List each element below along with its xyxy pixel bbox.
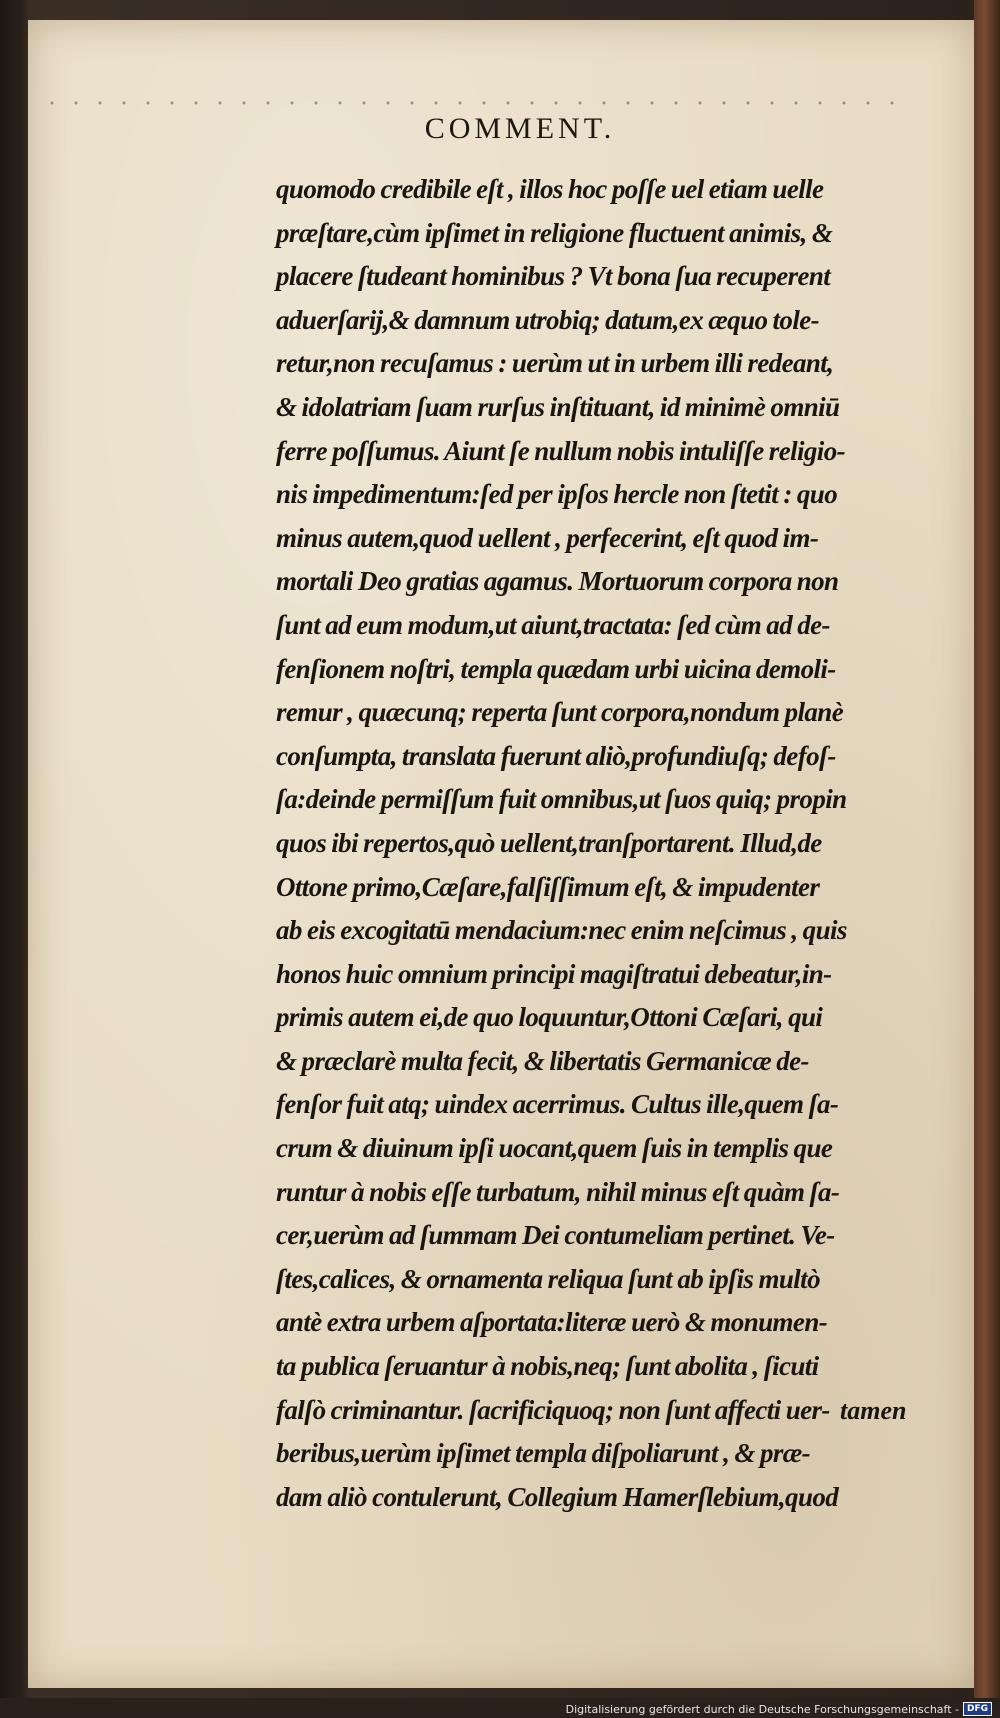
text-line: quomodo credibile eſt , illos hoc poſſe uel etiam uelle bbox=[276, 174, 824, 204]
funding-credit-text: Digitalisierung gefördert durch die Deutsche Forschungsgemeinschaft - bbox=[565, 1702, 959, 1716]
text-line: ſa:deinde permiſſum fuit omnibus,ut ſuos quiq; propin bbox=[276, 784, 847, 815]
text-line: remur , quæcunq; reperta ſunt corpora,nondum planè bbox=[276, 697, 844, 728]
text-line: antè extra urbem aſportata:literæ uerò & monumen- bbox=[276, 1307, 828, 1338]
catchword: tamen bbox=[840, 1396, 907, 1425]
text-line: runtur à nobis eſſe turbatum, nihil minus eſt quàm ſa- bbox=[276, 1176, 840, 1207]
text-line: minus autem,quod uellent , perfecerint, eſt quod im- bbox=[276, 522, 819, 553]
text-line: mortali Deo gratias agamus. Mortuorum corpora non bbox=[276, 566, 839, 597]
text-line: quos ibi repertos,quò uellent,tranſportarent. Illud,de bbox=[276, 827, 822, 858]
text-line: conſumpta, translata fuerunt aliò,profundiuſq; defoſ- bbox=[276, 740, 836, 771]
text-line: primis autem ei,de quo loquuntur,Ottoni Cæſari, qui bbox=[276, 1002, 823, 1033]
text-line: ab eis excogitatū mendacium:nec enim neſcimus , quis bbox=[276, 915, 847, 946]
funding-credit bbox=[566, 1702, 992, 1716]
text-line: crum & diuinum ipſi uocant,quem ſuis in templis que bbox=[276, 1133, 833, 1164]
text-line: & idolatriam ſuam rurſus inſtituant, id minimè omniū bbox=[276, 391, 840, 422]
text-line: honos huic omnium principi magiſtratui debeatur,in- bbox=[276, 958, 832, 989]
text-line: fenſionem noſtri, templa quædam urbi uicina demoli- bbox=[276, 653, 836, 684]
text-line: præſtare,cùm ipſimet in religione fluctuent animis, & bbox=[276, 217, 833, 248]
text-line: ſtes,calices, & ornamenta reliqua ſunt ab ipſis multò bbox=[276, 1263, 820, 1294]
text-line: fenſor fuit atq; uindex acerrimus. Cultus ille,quem ſa- bbox=[276, 1089, 839, 1120]
text-line: ta publica ſeruantur à nobis,neq; ſunt abolita , ſicuti bbox=[276, 1351, 819, 1382]
text-line: Ottone primo,Cæſare,falſiſſimum eſt, & impudenter bbox=[276, 871, 820, 902]
text-line: cer,uerùm ad ſummam Dei contumeliam pertinet. Ve- bbox=[276, 1220, 835, 1251]
text-line: placere ſtudeant hominibus ? Vt bona ſua recuperent bbox=[276, 261, 831, 292]
text-line: ferre poſſumus. Aiunt ſe nullum nobis intuliſſe religio- bbox=[276, 435, 845, 466]
text-line: falſò criminantur. ſacrificiquoq; non ſunt affecti uer- bbox=[276, 1394, 830, 1425]
text-line: retur,non recuſamus : uerùm ut in urbem illi redeant, bbox=[276, 348, 834, 379]
text-line: aduerſarij,& damnum utrobiq; datum,ex æquo tole- bbox=[276, 304, 820, 335]
dotted-rule bbox=[40, 100, 910, 106]
text-line: nis impedimentum:ſed per ipſos hercle non ſtetit : quo bbox=[276, 479, 838, 510]
text-line: beribus,uerùm ipſimet templa diſpoliarunt , & præ- bbox=[276, 1438, 811, 1469]
text-line: ſunt ad eum modum,ut aiunt,tractata: ſed cùm ad de- bbox=[276, 609, 830, 640]
body-text bbox=[276, 168, 916, 1519]
running-head: COMMENT. bbox=[424, 112, 616, 145]
text-line: dam aliò contulerunt, Collegium Hamerſlebium,quod bbox=[276, 1481, 839, 1512]
text-line: & præclarè multa fecit, & libertatis Germanicæ de- bbox=[276, 1045, 809, 1076]
book-spine-edge bbox=[974, 0, 1000, 1718]
dfg-logo: DFG bbox=[963, 1702, 992, 1716]
